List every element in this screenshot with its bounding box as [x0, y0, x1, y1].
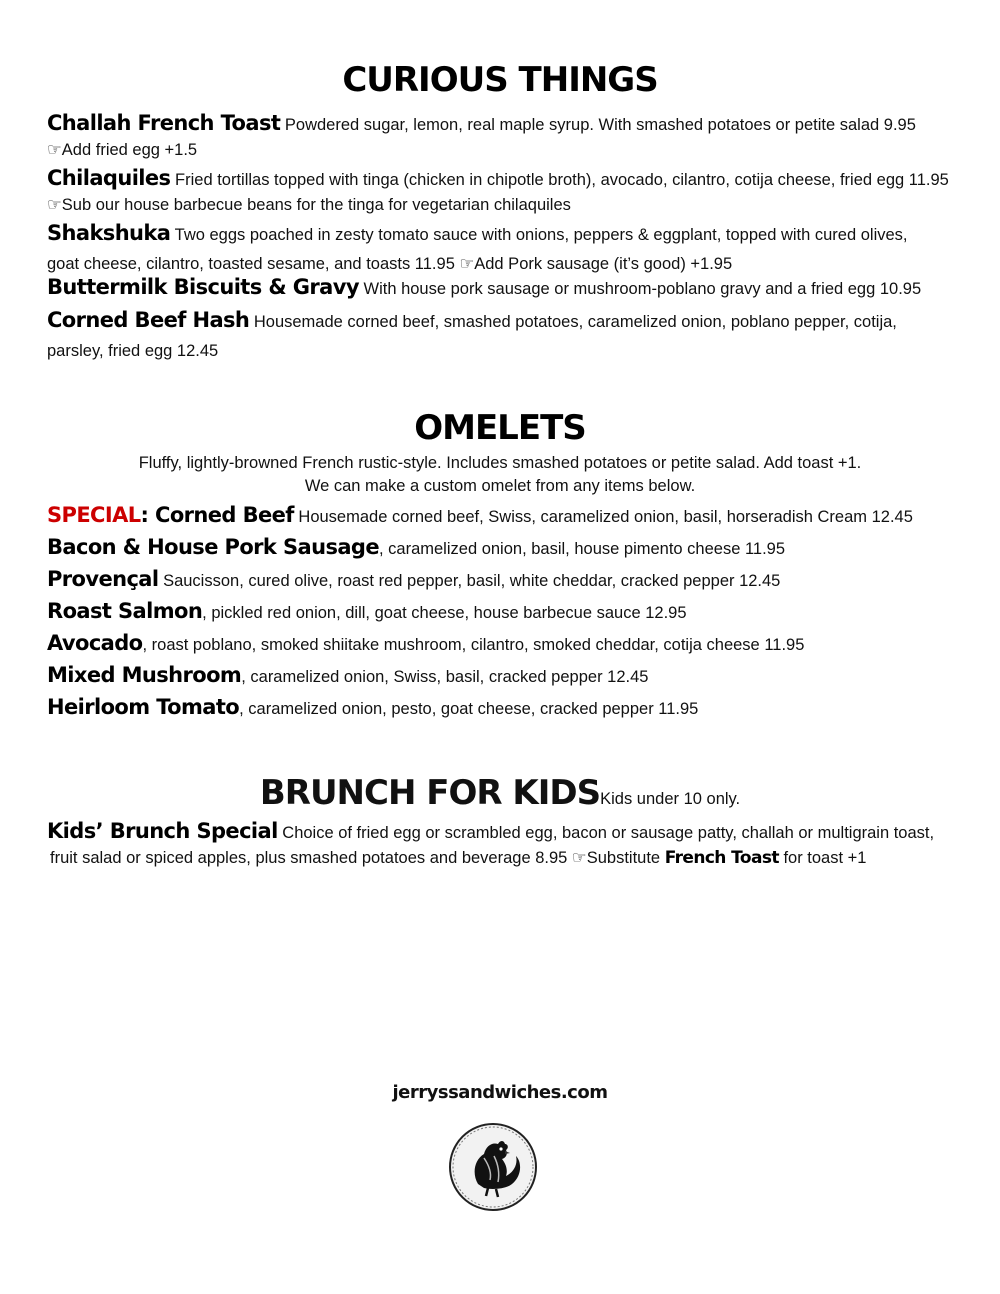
menu-item-kids-special: [47, 818, 947, 847]
substitute-name: French Toast: [664, 848, 779, 868]
website-url[interactable]: jerryssandwiches.com: [392, 1082, 608, 1103]
item-note: ☞Add fried egg +1.5: [47, 141, 198, 159]
item-desc: Saucisson, cured olive, roast red pepper, basil, white cheddar, cracked pepper 12.45: [158, 572, 781, 590]
section-title-omelets: OMELETS: [414, 408, 586, 448]
item-desc: fruit salad or spiced apples, plus smashed potatoes and beverage 8.95 ☞Substitute: [50, 849, 665, 867]
menu-item-provencal: [47, 566, 947, 595]
item-name: Chilaquiles: [47, 166, 171, 190]
item-desc: Fried tortillas topped with tinga (chicken in chipotle broth), avocado, cilantro, cotija cheese, fried egg 11.95: [170, 171, 949, 189]
item-name: : Corned Beef: [140, 503, 294, 527]
item-name: Roast Salmon: [47, 599, 203, 623]
item-name: Mixed Mushroom: [47, 663, 242, 687]
item-desc: , roast poblano, smoked shiitake mushroom, cilantro, smoked cheddar, cotija cheese 11.95: [142, 636, 805, 654]
item-name: Heirloom Tomato: [47, 695, 240, 719]
menu-note-challah: [47, 137, 947, 164]
menu-item-challah: [47, 110, 947, 139]
item-name: Challah French Toast: [47, 111, 281, 135]
menu-item-kids-special-cont: [50, 845, 950, 872]
menu-item-chilaquiles: [47, 165, 947, 194]
section-title-kids: BRUNCH FOR KIDS: [259, 773, 601, 813]
menu-item-avocado: [47, 630, 947, 659]
item-name: Kids’ Brunch Special: [47, 819, 278, 843]
item-desc: Powdered sugar, lemon, real maple syrup. With smashed potatoes or petite salad 9.95: [280, 116, 916, 134]
item-desc: Two eggs poached in zesty tomato sauce with onions, peppers & eggplant, topped with cured olives, goat cheese, cilantro, toasted sesame, and toasts 11.95 ☞Add Pork sausage (it’s good) +1.95: [47, 226, 908, 273]
menu-item-corned-beef-hash: [47, 306, 937, 366]
item-desc: , caramelized onion, basil, house pimento cheese 11.95: [379, 540, 786, 558]
item-desc: Housemade corned beef, Swiss, caramelized onion, basil, horseradish Cream 12.45: [293, 508, 913, 526]
item-desc: , pickled red onion, dill, goat cheese, house barbecue sauce 12.95: [202, 604, 687, 622]
item-name: Bacon & House Pork Sausage: [47, 535, 379, 559]
item-note: ☞Sub our house barbecue beans for the tinga for vegetarian chilaquiles: [47, 196, 571, 214]
item-name: Shakshuka: [47, 221, 171, 245]
section-title-curious: CURIOUS THINGS: [342, 60, 658, 100]
special-label: SPECIAL: [47, 503, 141, 527]
menu-item-bacon-sausage: [47, 534, 947, 563]
item-name: Buttermilk Biscuits & Gravy: [47, 275, 359, 299]
menu-item-roast-salmon: [47, 598, 947, 627]
menu-item-shakshuka: [47, 219, 937, 279]
omelets-intro-2: We can make a custom omelet from any items below.: [304, 477, 696, 495]
item-desc: , caramelized onion, Swiss, basil, cracked pepper 12.45: [241, 668, 649, 686]
kids-subtitle: Kids under 10 only.: [600, 790, 741, 808]
item-desc: Housemade corned beef, smashed potatoes, caramelized onion, poblano pepper, cotija, parsley, fried egg 12.45: [47, 313, 897, 360]
item-desc: , caramelized onion, pesto, goat cheese, cracked pepper 11.95: [239, 700, 699, 718]
section-title-kids-row: [0, 773, 1000, 813]
item-desc: for toast +1: [778, 849, 867, 867]
menu-note-chilaquiles: [47, 192, 947, 219]
menu-item-mixed-mushroom: [47, 662, 947, 691]
omelets-intro-1: Fluffy, lightly-browned French rustic-style. Includes smashed potatoes or petite salad. Add toast +1.: [138, 454, 862, 472]
menu-item-special-corned-beef: [47, 502, 947, 531]
menu-item-heirloom-tomato: [47, 694, 947, 723]
rooster-logo-icon: [448, 1122, 538, 1212]
item-name: Provençal: [47, 567, 159, 591]
item-desc: Choice of fried egg or scrambled egg, bacon or sausage patty, challah or multigrain toast,: [277, 824, 935, 842]
menu-item-biscuits: [47, 274, 947, 303]
item-desc: With house pork sausage or mushroom-poblano gravy and a fried egg 10.95: [358, 280, 922, 298]
item-name: Corned Beef Hash: [47, 308, 250, 332]
item-name: Avocado: [47, 631, 143, 655]
